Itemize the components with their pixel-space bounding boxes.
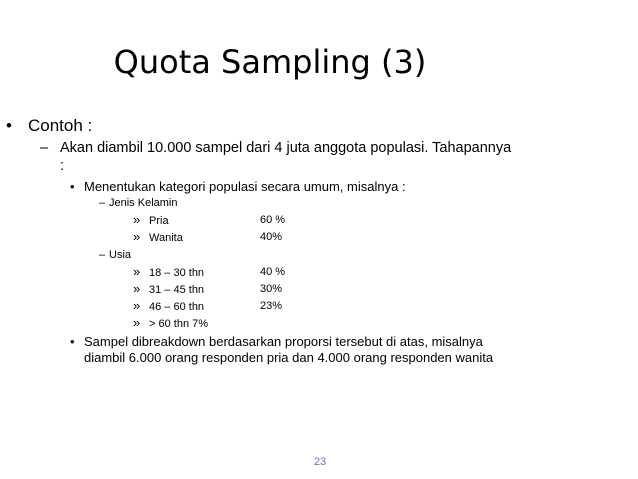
item-name: 46 – 60 thn (149, 301, 205, 313)
slide-title: Quota Sampling (3) (113, 43, 427, 81)
raquo-marker: » (133, 315, 141, 330)
intro-line-2: : (60, 158, 65, 174)
group-label: Jenis Kelamin (109, 197, 178, 209)
item-name: > 60 thn 7% (149, 318, 209, 330)
item-name: 18 – 30 thn (149, 267, 205, 279)
contoh-label: Contoh : (28, 116, 93, 135)
list-item-age-31-45 (133, 281, 283, 297)
item-name: Wanita (149, 232, 183, 244)
page-number: 23 (313, 456, 327, 468)
group-age-label (99, 248, 131, 262)
group-gender-label (99, 196, 177, 210)
bullet-marker: • (70, 179, 75, 194)
list-item-age-18-30 (133, 264, 286, 280)
step-2-line-2: diambil 6.000 orang responden pria dan 4.000 orang responden wanita (84, 350, 494, 365)
step-1-text: Menentukan kategori populasi secara umum, misalnya : (84, 179, 406, 194)
item-name: Pria (149, 215, 169, 227)
list-item-wanita (133, 229, 283, 245)
raquo-marker: » (133, 281, 141, 296)
intro-line-1: Akan diambil 10.000 sampel dari 4 juta anggota populasi. Tahapannya (60, 140, 512, 156)
bullet-contoh (6, 115, 92, 137)
item-pct: 30% (260, 283, 283, 295)
list-item-pria (133, 212, 286, 228)
raquo-marker: » (133, 212, 141, 227)
item-pct: 60 % (260, 214, 286, 226)
raquo-marker: » (133, 298, 141, 313)
raquo-marker: » (133, 229, 141, 244)
list-item-age-60-plus (133, 316, 208, 331)
step-1 (70, 179, 406, 195)
group-label: Usia (109, 249, 132, 261)
dash-marker: – (99, 197, 106, 209)
item-pct: 40 % (260, 266, 286, 278)
intro-item (40, 139, 600, 175)
item-pct: 40% (260, 231, 283, 243)
raquo-marker: » (133, 264, 141, 279)
dash-marker: – (40, 140, 49, 156)
dash-marker: – (99, 249, 106, 261)
list-item-age-46-60 (133, 298, 283, 314)
item-pct: 23% (260, 300, 283, 312)
item-name: 31 – 45 thn (149, 284, 205, 296)
step-2-line-1: Sampel dibreakdown berdasarkan proporsi tersebut di atas, misalnya (84, 334, 483, 349)
step-2 (70, 334, 493, 366)
bullet-marker: • (70, 334, 75, 349)
bullet-marker: • (6, 116, 12, 135)
